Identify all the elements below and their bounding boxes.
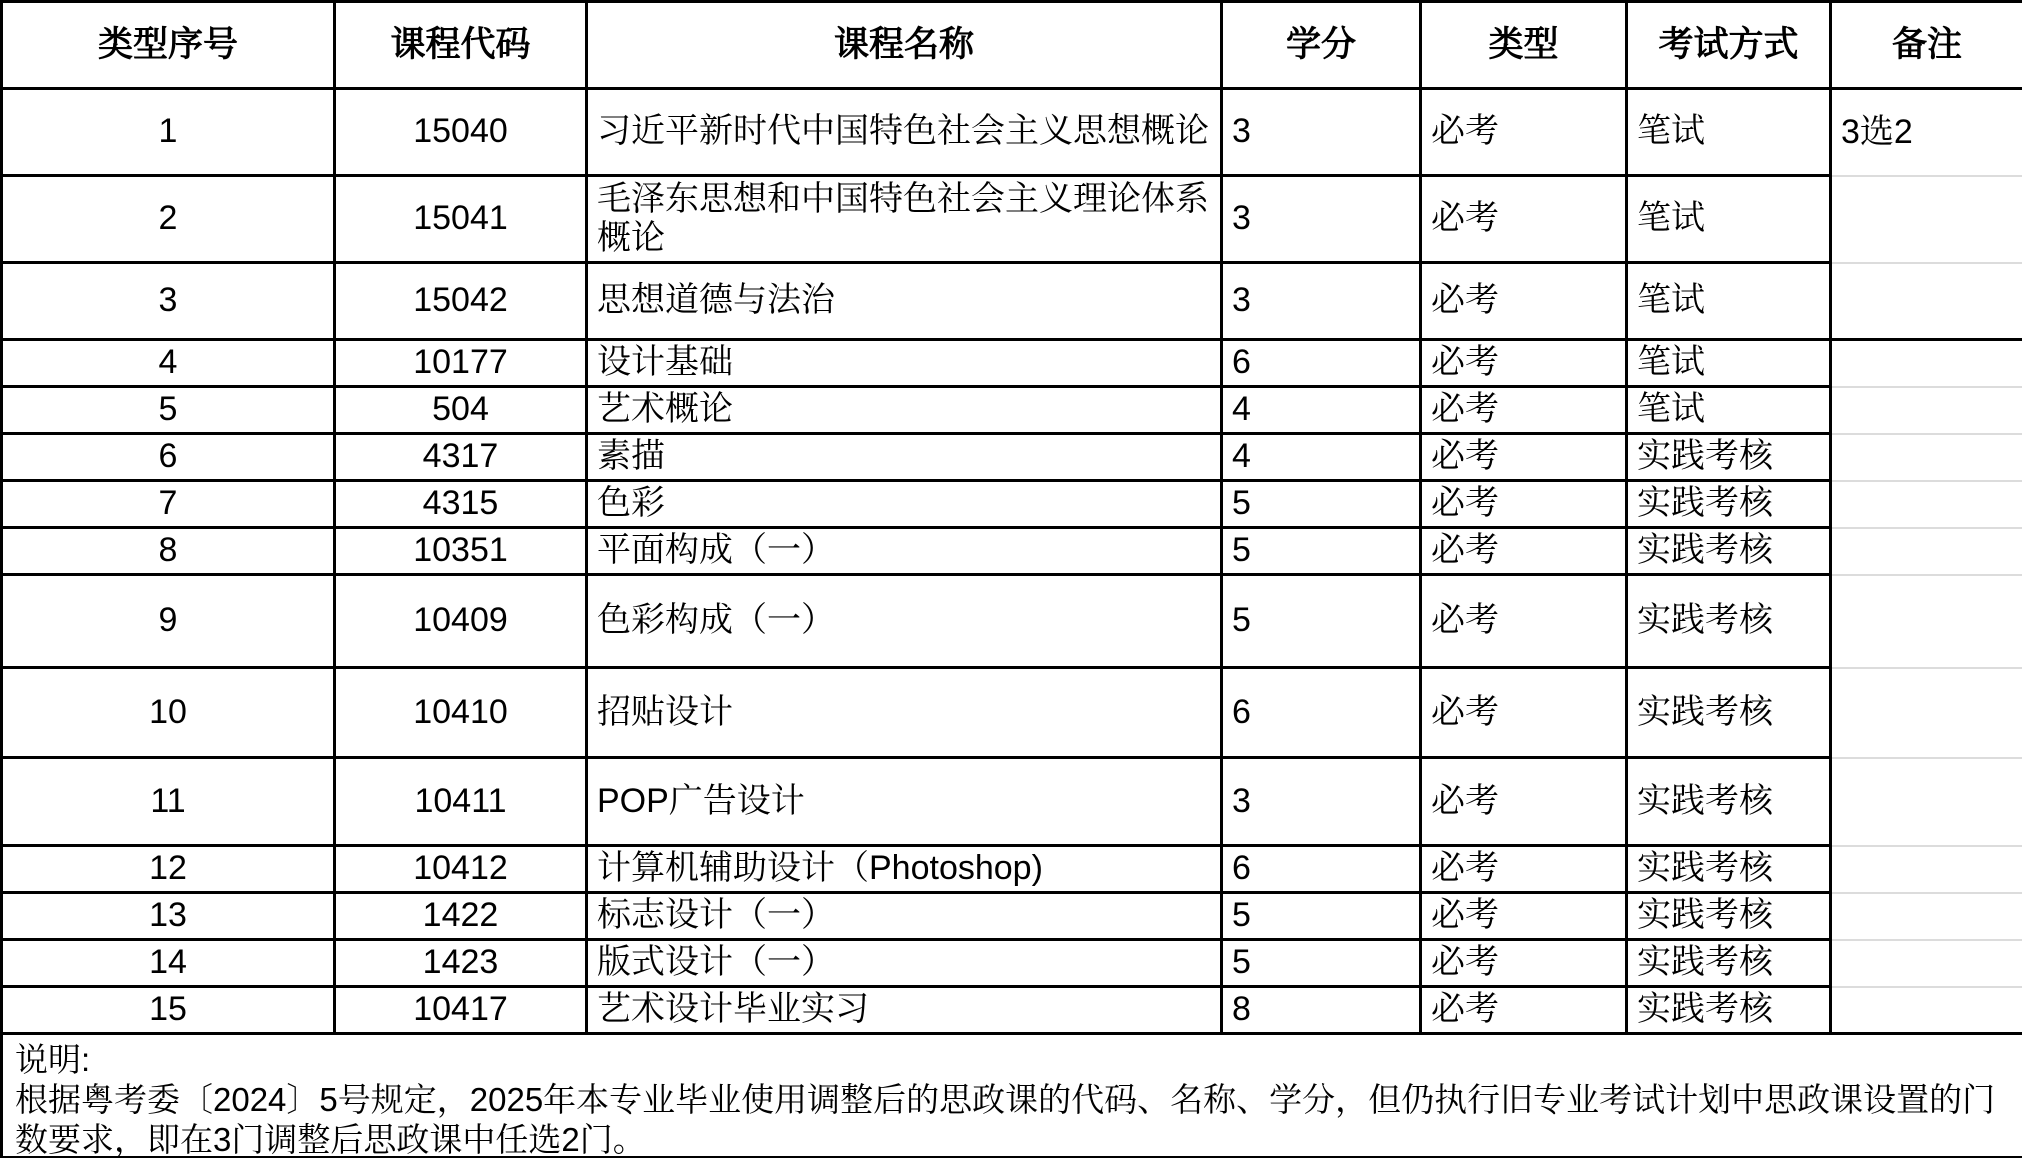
cell-course-name: 色彩 xyxy=(587,481,1222,528)
cell-exam-method: 笔试 xyxy=(1627,176,1831,263)
table-row xyxy=(2,846,2022,893)
cell-seq: 6 xyxy=(2,434,335,481)
cell-remark xyxy=(1831,340,2022,387)
table-row xyxy=(2,758,2022,846)
table-row xyxy=(2,434,2022,481)
note-label: 说明: xyxy=(15,1041,91,1078)
cell-remark xyxy=(1831,387,2022,434)
cell-course-name: 标志设计（一） xyxy=(587,893,1222,940)
cell-exam-method: 实践考核 xyxy=(1627,528,1831,575)
header-code: 课程代码 xyxy=(335,2,587,89)
cell-remark xyxy=(1831,263,2022,340)
cell-course-name: 毛泽东思想和中国特色社会主义理论体系概论 xyxy=(587,176,1222,263)
cell-code: 10409 xyxy=(335,575,587,668)
cell-seq: 12 xyxy=(2,846,335,893)
cell-code: 10417 xyxy=(335,987,587,1034)
header-course-name: 课程名称 xyxy=(587,2,1222,89)
cell-remark xyxy=(1831,575,2022,668)
cell-credits: 4 xyxy=(1222,434,1421,481)
cell-code: 15040 xyxy=(335,89,587,176)
cell-credits: 3 xyxy=(1222,758,1421,846)
cell-course-name: 思想道德与法治 xyxy=(587,263,1222,340)
cell-course-name: 素描 xyxy=(587,434,1222,481)
cell-course-name: POP广告设计 xyxy=(587,758,1222,846)
cell-course-name: 习近平新时代中国特色社会主义思想概论 xyxy=(587,89,1222,176)
cell-course-name: 艺术概论 xyxy=(587,387,1222,434)
cell-credits: 3 xyxy=(1222,176,1421,263)
table-row xyxy=(2,987,2022,1034)
cell-remark xyxy=(1831,434,2022,481)
cell-exam-method: 实践考核 xyxy=(1627,940,1831,987)
cell-credits: 5 xyxy=(1222,481,1421,528)
cell-course-name: 色彩构成（一） xyxy=(587,575,1222,668)
cell-code: 10410 xyxy=(335,668,587,758)
cell-type: 必考 xyxy=(1421,481,1627,528)
cell-course-name: 计算机辅助设计（Photoshop) xyxy=(587,846,1222,893)
cell-code: 504 xyxy=(335,387,587,434)
header-exam-method: 考试方式 xyxy=(1627,2,1831,89)
table-row xyxy=(2,575,2022,668)
cell-code: 10412 xyxy=(335,846,587,893)
cell-credits: 3 xyxy=(1222,89,1421,176)
cell-type: 必考 xyxy=(1421,893,1627,940)
table-row xyxy=(2,176,2022,263)
cell-exam-method: 实践考核 xyxy=(1627,481,1831,528)
cell-remark xyxy=(1831,940,2022,987)
note-text: 根据粤考委〔2024〕5号规定，2025年本专业毕业使用调整后的思政课的代码、名称、学分，但仍执行旧专业考试计划中思政课设置的门数要求，即在3门调整后思政课中任选2门。 xyxy=(15,1081,1996,1158)
cell-course-name: 招贴设计 xyxy=(587,668,1222,758)
cell-remark xyxy=(1831,668,2022,758)
cell-code: 4315 xyxy=(335,481,587,528)
cell-remark xyxy=(1831,987,2022,1034)
cell-type: 必考 xyxy=(1421,387,1627,434)
cell-seq: 7 xyxy=(2,481,335,528)
header-credits: 学分 xyxy=(1222,2,1421,89)
cell-type: 必考 xyxy=(1421,176,1627,263)
cell-exam-method: 实践考核 xyxy=(1627,668,1831,758)
header-remark: 备注 xyxy=(1831,2,2022,89)
cell-seq: 8 xyxy=(2,528,335,575)
cell-exam-method: 实践考核 xyxy=(1627,846,1831,893)
cell-exam-method: 实践考核 xyxy=(1627,434,1831,481)
cell-course-name: 艺术设计毕业实习 xyxy=(587,987,1222,1034)
cell-code: 10411 xyxy=(335,758,587,846)
cell-credits: 5 xyxy=(1222,940,1421,987)
cell-credits: 5 xyxy=(1222,893,1421,940)
cell-seq: 1 xyxy=(2,89,335,176)
cell-credits: 3 xyxy=(1222,263,1421,340)
cell-exam-method: 笔试 xyxy=(1627,340,1831,387)
cell-seq: 15 xyxy=(2,987,335,1034)
cell-code: 1422 xyxy=(335,893,587,940)
table-row xyxy=(2,668,2022,758)
cell-credits: 6 xyxy=(1222,668,1421,758)
cell-code: 15041 xyxy=(335,176,587,263)
cell-course-name: 版式设计（一） xyxy=(587,940,1222,987)
cell-remark xyxy=(1831,846,2022,893)
cell-seq: 10 xyxy=(2,668,335,758)
table-row xyxy=(2,263,2022,340)
cell-code: 1423 xyxy=(335,940,587,987)
table-row xyxy=(2,528,2022,575)
cell-credits: 6 xyxy=(1222,340,1421,387)
cell-type: 必考 xyxy=(1421,89,1627,176)
cell-type: 必考 xyxy=(1421,668,1627,758)
cell-type: 必考 xyxy=(1421,575,1627,668)
cell-seq: 5 xyxy=(2,387,335,434)
cell-seq: 9 xyxy=(2,575,335,668)
cell-code: 4317 xyxy=(335,434,587,481)
cell-seq: 14 xyxy=(2,940,335,987)
header-seq: 类型序号 xyxy=(2,2,335,89)
cell-credits: 8 xyxy=(1222,987,1421,1034)
table-row xyxy=(2,340,2022,387)
cell-type: 必考 xyxy=(1421,758,1627,846)
cell-credits: 5 xyxy=(1222,575,1421,668)
table-row xyxy=(2,940,2022,987)
cell-exam-method: 实践考核 xyxy=(1627,893,1831,940)
cell-type: 必考 xyxy=(1421,528,1627,575)
table-row xyxy=(2,893,2022,940)
cell-credits: 6 xyxy=(1222,846,1421,893)
cell-type: 必考 xyxy=(1421,940,1627,987)
cell-type: 必考 xyxy=(1421,340,1627,387)
cell-code: 10177 xyxy=(335,340,587,387)
cell-exam-method: 实践考核 xyxy=(1627,758,1831,846)
cell-remark xyxy=(1831,893,2022,940)
table-row xyxy=(2,89,2022,176)
cell-seq: 2 xyxy=(2,176,335,263)
cell-code: 15042 xyxy=(335,263,587,340)
cell-course-name: 设计基础 xyxy=(587,340,1222,387)
cell-type: 必考 xyxy=(1421,434,1627,481)
cell-remark xyxy=(1831,758,2022,846)
cell-seq: 4 xyxy=(2,340,335,387)
header-row xyxy=(2,2,2022,89)
cell-remark xyxy=(1831,481,2022,528)
cell-exam-method: 笔试 xyxy=(1627,263,1831,340)
cell-seq: 3 xyxy=(2,263,335,340)
cell-type: 必考 xyxy=(1421,846,1627,893)
cell-type: 必考 xyxy=(1421,987,1627,1034)
cell-remark xyxy=(1831,176,2022,263)
cell-exam-method: 实践考核 xyxy=(1627,987,1831,1034)
cell-remark xyxy=(1831,528,2022,575)
cell-exam-method: 实践考核 xyxy=(1627,575,1831,668)
cell-exam-method: 笔试 xyxy=(1627,387,1831,434)
cell-seq: 13 xyxy=(2,893,335,940)
table-row xyxy=(2,387,2022,434)
cell-credits: 4 xyxy=(1222,387,1421,434)
cell-credits: 5 xyxy=(1222,528,1421,575)
cell-code: 10351 xyxy=(335,528,587,575)
cell-course-name: 平面构成（一） xyxy=(587,528,1222,575)
note-section xyxy=(0,1035,2022,1158)
cell-exam-method: 笔试 xyxy=(1627,89,1831,176)
header-type: 类型 xyxy=(1421,2,1627,89)
cell-type: 必考 xyxy=(1421,263,1627,340)
cell-seq: 11 xyxy=(2,758,335,846)
cell-remark: 3选2 xyxy=(1831,89,2022,176)
table-row xyxy=(2,481,2022,528)
